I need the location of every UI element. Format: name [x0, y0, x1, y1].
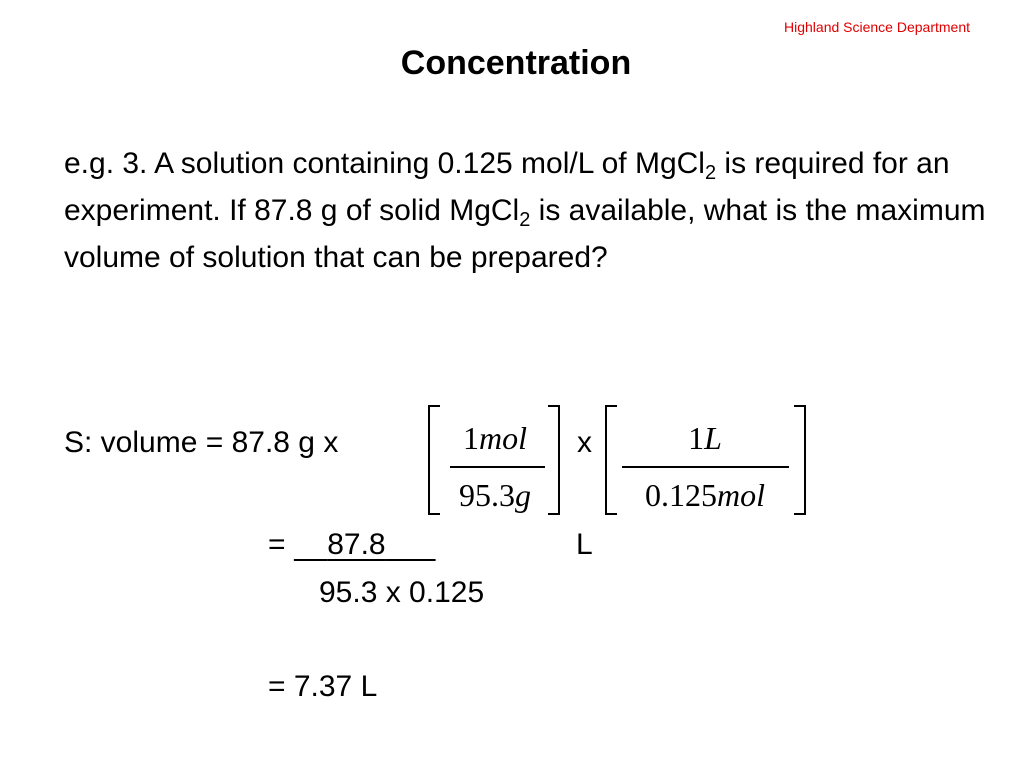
problem-text-3: is available, what is the maximum volume of solution that can be prepared?: [64, 194, 986, 274]
fraction-1-numerator: [445, 420, 545, 457]
step-1-denominator: 95.3 x 0.125: [319, 576, 485, 609]
fraction-1-num-unit: mol: [479, 420, 527, 456]
fraction-2-den-unit: mol: [717, 477, 765, 513]
slide-title: Concentration: [400, 44, 632, 82]
fraction-1-den-value: 95.3: [459, 477, 515, 513]
problem-text-2: is required for an experiment. If 87.8 g of solid MgCl: [64, 147, 950, 227]
department-header: Highland Science Department: [784, 19, 970, 35]
fraction-2-num-value: 1: [688, 420, 705, 456]
step-1-numerator: 87.8: [327, 528, 386, 561]
fraction-1-num-value: 1: [463, 420, 479, 456]
multiply-sign: x: [577, 426, 592, 459]
step-1-eq: =: [268, 528, 294, 561]
solution-label: S: volume = 87.8 g x: [64, 426, 339, 459]
fraction-1-denominator: [445, 477, 545, 514]
step-1-equals: [268, 528, 436, 562]
problem-text-1: e.g. 3. A solution containing 0.125 mol/L of MgCl: [64, 147, 705, 180]
fraction-2-denominator: [616, 477, 794, 514]
fraction-1-bar: [450, 466, 545, 468]
step-1-unit: L: [576, 528, 593, 561]
fraction-1-den-unit: g: [515, 477, 531, 513]
fraction-2-numerator: [620, 420, 790, 457]
subscript-2b: 2: [519, 209, 531, 231]
fraction-2-bar: [622, 466, 789, 468]
fraction-2-num-unit: L: [704, 420, 722, 456]
problem-statement: [64, 140, 1004, 281]
subscript-2: 2: [704, 162, 717, 184]
right-bracket-2: [794, 406, 805, 514]
right-bracket-1: [548, 406, 559, 514]
final-answer: = 7.37 L: [268, 670, 378, 703]
fraction-2-den-value: 0.125: [645, 477, 717, 513]
left-bracket-1: [429, 406, 440, 514]
